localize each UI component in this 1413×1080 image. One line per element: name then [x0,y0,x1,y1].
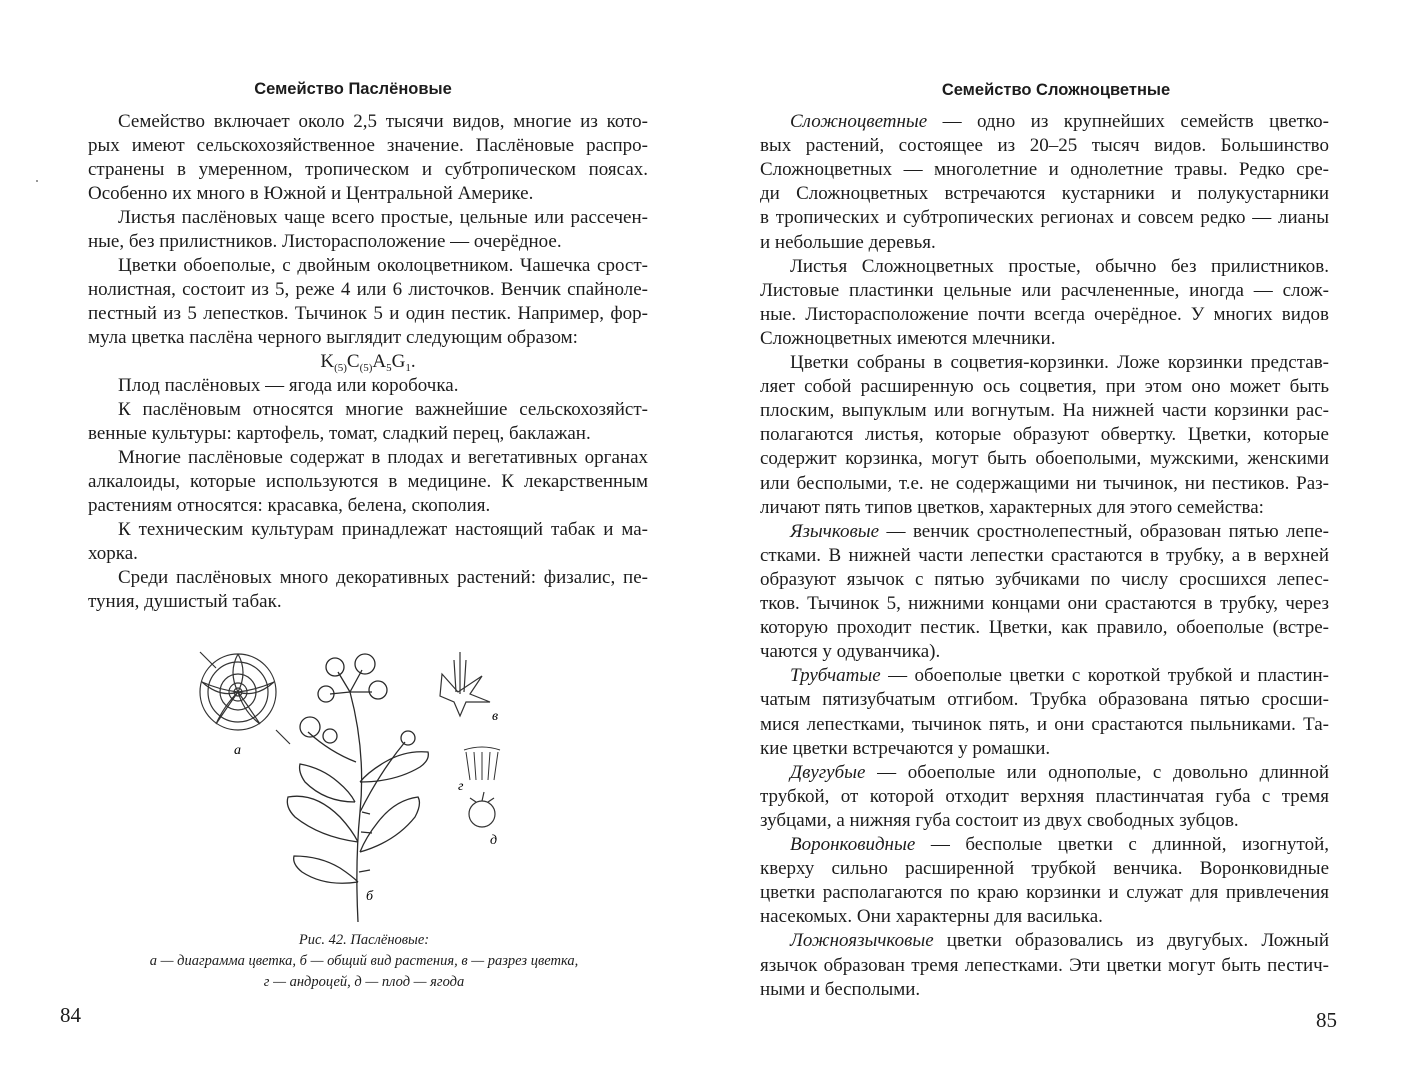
formula-symbol: A [372,351,387,372]
line-text: ные. Листорасположение почти всегда очерёдное. У многих видов [760,303,1329,325]
berry-fruit [469,792,495,827]
line-text: полагаются листья, которые образуют обвертку. Цветки, которые [760,424,1329,446]
line-text: Цветки собраны в соцветия-корзинки. Ложе корзинки представ- [790,352,1329,373]
line-text: чаются у одуванчика). [760,641,941,663]
text-line [760,303,1329,327]
line-text: ными и бесполыми. [760,978,921,1000]
text-line [760,375,1329,399]
plant-drawing [287,654,428,922]
line-text: личают пять типов цветков, характерных для этого семейства: [760,496,1264,518]
term-italic: Ложноязычковые [790,930,934,952]
line-text: кверху сильно расширенной трубкой венчика. Воронковидные [760,858,1329,880]
text-line: нолистная, состоит из 5, реже 4 или 6 листочков. Венчик спайноле- [88,279,648,300]
text-line: ные, без прилистников. Листорасположение — очерёдное. [88,231,562,252]
text-line [760,134,1329,158]
left-page [0,0,706,1080]
scan-speck [36,180,38,182]
figure-caption [120,930,608,993]
text-line [760,640,1329,664]
text-line [760,737,1329,761]
formula-end: . [410,351,416,372]
text-line: Среди паслёновых много декоративных растений: физалис, пе- [118,567,648,588]
text-line [760,206,1329,230]
line-text: зубцами, а нижняя губа состоит из двух свободных зубцов. [760,809,1239,831]
text-line [760,255,1329,279]
text-line [760,327,1329,351]
line-text: мися лепестками, тычинок пять, и они срастаются пыльниками. Та- [760,713,1329,735]
formula-subscript: (5) [359,362,373,374]
text-line [760,472,1329,496]
line-text: — венчик сростнолепестный, образован пятью лепе- [879,520,1329,542]
formula-symbol: C [346,351,360,372]
text-line: Цветки обоеполые, с двойным околоцветником. Чашечка срост- [118,255,648,276]
term-italic: Двугубые [790,761,866,783]
line-text: в тропических и субтропических регионах и совсем редко — лианы [760,207,1329,229]
text-line: венные культуры: картофель, томат, сладкий перец, баклажан. [88,423,591,444]
line-text: — одно из крупнейших семейств цветко- [927,111,1329,132]
line-text: Сложноцветных имеются млечники. [760,327,1056,349]
text-line: Многие паслёновые содержат в плодах и вегетативных органах [118,447,648,468]
line-text: стками. В нижней части лепестки срастаются в трубку, а в верхней [760,544,1329,566]
text-line: мула цветка паслёна черного выглядит следующим образом: [88,327,578,348]
text-line [760,544,1329,568]
text-line: рых имеют сельскохозяйственное значение. Паслёновые распро- [88,135,648,156]
line-text: кие цветки встречаются у ромашки. [760,737,1051,759]
text-line [760,496,1329,520]
line-text: Листья Сложноцветных простые, обычно без прилистников. [790,255,1329,277]
text-line [760,664,1329,688]
text-line: Особенно их много в Южной и Центральной Америке. [88,183,534,204]
text-line [760,857,1329,881]
formula-subscript: 5 [386,362,392,374]
line-text: Сложноцветных — многолетние и однолетние травы. Редко сре- [760,159,1329,181]
line-text: или бесполыми, т.е. не содержащими ни тычинок, ни пестиков. Раз- [760,472,1329,494]
line-text: чатым пятизубчатым отгибом. Трубка образована пятью сросши- [760,689,1329,711]
text-line [760,520,1329,544]
right-page-title: Семейство Сложноцветные [941,81,1171,99]
text-line [760,158,1329,182]
text-line [760,592,1329,616]
term-italic: Язычковые [790,520,880,542]
text-line [760,447,1329,471]
text-line [760,881,1329,905]
line-text: насекомых. Они характерны для василька. [760,906,1103,928]
text-line [760,785,1329,809]
figure-label-b: б [366,889,374,904]
term-italic: Трубчатые [790,665,881,687]
line-text: образуют язычок с пятью зубчиками по числу сросшихся лепес- [760,568,1329,590]
line-text: — бесполые цветки с длинной, изогнутой, [915,834,1329,855]
androecium [464,747,500,780]
text-line: туния, душистый табак. [88,591,282,612]
text-line [760,929,1329,953]
text-line [760,423,1329,447]
flower-section [440,652,490,716]
formula-symbol: K [320,351,335,372]
flower-formula [88,350,648,374]
line-text: трубкой, от которой отходит верхняя пластинчатая губа с тремя [760,785,1329,807]
left-page-title: Семейство Паслёновые [254,80,452,98]
text-line: пестный из 5 лепестков. Тычинок 5 и один пестик. Например, фор- [88,303,648,324]
line-text: вых растений, состоящее из 20–25 тысяч видов. Большинство [760,135,1329,157]
line-text: ляет собой расширенную ось соцветия, при этом оно может быть [760,376,1329,398]
line-text: ди Сложноцветных встречаются кустарники и полукустарники [760,183,1329,205]
text-line [760,568,1329,592]
text-line [760,713,1329,737]
figure-label-d: д [490,833,498,848]
text-line: Листья паслёновых чаще всего простые, цельные или рассечен- [118,207,648,228]
text-line [760,833,1329,857]
text-line: К паслёновым относятся многие важнейшие сельскохозяйст- [118,399,648,420]
text-line [760,182,1329,206]
line-text: плоским, выпуклым или вогнутым. На нижней части корзинки рас- [760,400,1329,422]
page-number-left: 84 [60,1003,81,1027]
line-text: — обоеполые цветки с короткой трубкой и пластин- [880,665,1329,687]
text-line [760,231,1329,255]
term-italic: Воронковидные [790,834,916,855]
text-line [760,279,1329,303]
line-text: содержит корзинка, могут быть обоеполыми, мужскими, женскими [760,448,1329,470]
text-line: растениям относятся: красавка, белена, скополия. [88,495,491,516]
text-line [760,616,1329,640]
line-text: и небольшие деревья. [760,231,936,253]
text-line [760,954,1329,978]
term-italic: Сложноцветные [790,111,928,132]
right-page [706,0,1413,1080]
text-line: странены в умеренном, тропическом и субтропическом поясах. [88,159,648,180]
line-text: которую проходит пестик. Цветки, как правило, обоеполые (встре- [760,617,1329,639]
formula-subscript: 1 [405,362,411,374]
line-text: — обоеполые или однополые, с довольно длинной [865,761,1329,783]
line-text: Листовые пластинки цельные или расчлененные, иногда — слож- [760,279,1329,301]
page-number-right: 85 [1316,1008,1337,1032]
text-line [760,351,1329,375]
figure-label-a: а [234,743,241,758]
text-line: алкалоиды, которые используются в медицине. К лекарственным [88,471,648,492]
left-page-text [88,110,648,630]
flower-diagram [200,652,290,744]
text-line [760,399,1329,423]
figure-label-g: г [458,779,464,794]
figure-label-v: в [492,709,499,724]
text-line [760,761,1329,785]
text-line [760,905,1329,929]
caption-line: а — диаграмма цветка, б — общий вид растения, в — разрез цветка, [149,953,579,969]
formula-subscript: (5) [334,362,347,374]
line-text: тков. Тычинок 5, нижними концами они срастаются в трубку, через [760,593,1329,614]
line-text: цветки образовались из двугубых. Ложный [933,930,1329,952]
text-line [760,809,1329,833]
line-text: язычок образован тремя лепестками. Эти цветки могут быть пестич- [760,954,1329,976]
right-page-text [760,110,1329,1000]
formula-symbol: G [391,351,406,372]
text-line [760,110,1329,134]
text-line: К техническим культурам принадлежат настоящий табак и ма- [118,519,648,540]
figure-solanaceae-illustration [190,632,535,932]
text-line [760,688,1329,712]
caption-title: Рис. 42. Паслёновые: [298,932,430,948]
line-text: цветки располагаются по краю корзинки и служат для привлечения [760,882,1329,904]
text-line [760,978,1329,1002]
text-line: Семейство включает около 2,5 тысячи видов, многие из кото- [118,111,648,132]
text-line: Плод паслёновых — ягода или коробочка. [118,375,459,396]
caption-line: г — андроцей, д — плод — ягода [263,974,465,990]
text-line: хорка. [88,543,138,564]
